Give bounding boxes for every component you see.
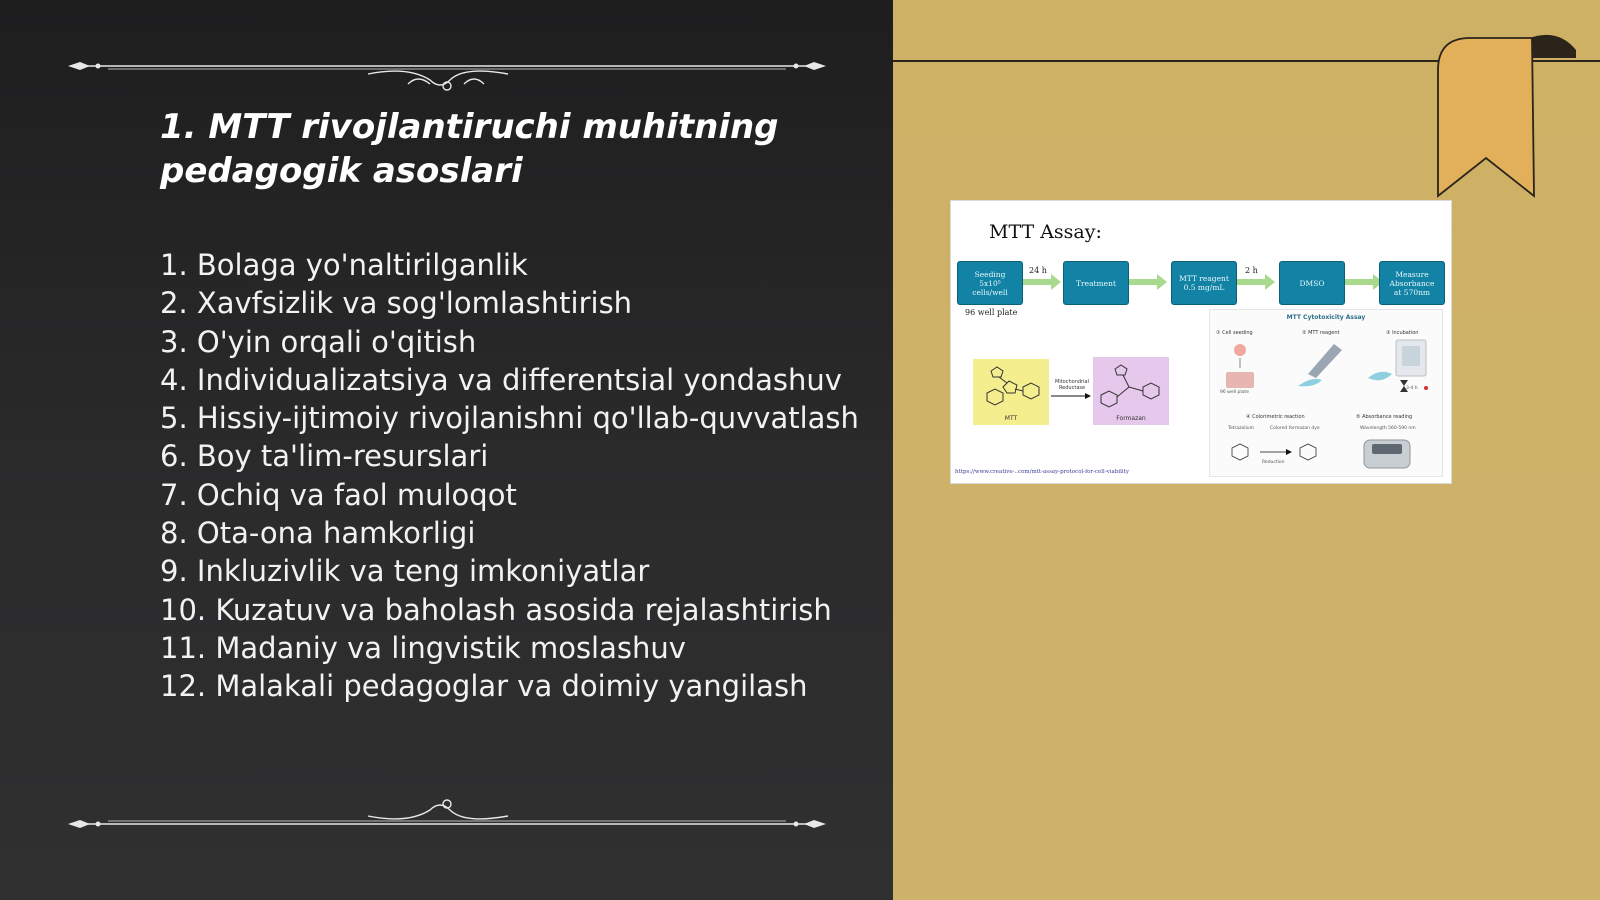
mtt-assay-figure bbox=[950, 200, 1452, 484]
mtt-molecule bbox=[973, 359, 1049, 425]
mtt-label: MTT bbox=[1004, 415, 1018, 422]
time-label: 24 h bbox=[1029, 266, 1047, 275]
list-item: 9. Inkluzivlik va teng imkoniyatlar bbox=[160, 554, 650, 589]
flow-step-seeding: Seeding 5x10⁵ cells/well bbox=[957, 261, 1023, 305]
panel-step-label: ⑤ Absorbance reading bbox=[1356, 414, 1413, 420]
panel-step-label: ③ Incubation bbox=[1386, 330, 1419, 336]
list-item: 1. Bolaga yo'naltirilganlik bbox=[160, 248, 528, 282]
plate-reader-icon bbox=[1360, 434, 1416, 472]
molecule-icon bbox=[973, 359, 1049, 415]
slide-title: 1. MTT rivojlantiruchi muhitning pedagogik asoslari bbox=[160, 107, 779, 191]
principles-list bbox=[160, 246, 860, 706]
panel-sublabel: Reduction bbox=[1262, 460, 1285, 465]
panel-sublabel: 96 well plate bbox=[1220, 390, 1249, 395]
flow-step-treatment: Treatment bbox=[1063, 261, 1129, 305]
panel-step-label: ④ Colorimetric reaction bbox=[1246, 414, 1305, 420]
panel-step-label: ① Cell seeding bbox=[1216, 330, 1253, 336]
panel-sublabel: Tetrazolium bbox=[1228, 426, 1254, 431]
cell-seeding-icon bbox=[1220, 342, 1260, 390]
list-item: 4. Individualizatsiya va differentsial yondashuv bbox=[160, 362, 842, 397]
arrow-right-icon bbox=[1129, 274, 1167, 290]
time-label: 2 h bbox=[1245, 266, 1258, 275]
bookmark-ribbon bbox=[1430, 30, 1590, 200]
ornament-bottom bbox=[68, 790, 826, 840]
flow-step-dmso: DMSO bbox=[1279, 261, 1345, 305]
molecule-icon bbox=[1093, 357, 1169, 415]
list-item: 8. Ota-ona hamkorligi bbox=[160, 516, 476, 551]
panel-sublabel: 3-4 h bbox=[1406, 386, 1418, 391]
cytotoxicity-panel bbox=[1209, 309, 1443, 477]
list-item: 12. Malakali pedagoglar va doimiy yangilash bbox=[160, 669, 808, 704]
ornament-top bbox=[68, 44, 826, 94]
formazan-label: Formazan bbox=[1116, 415, 1146, 422]
list-item: 3. O'yin orqali o'qitish bbox=[160, 324, 477, 359]
list-item: 2. Xavfsizlik va sog'lomlashtirish bbox=[160, 286, 633, 321]
arrow-right-icon bbox=[1345, 274, 1383, 290]
list-item: 6. Boy ta'lim-resurslari bbox=[160, 439, 489, 474]
source-url: https://www.creative-..com/mtt-assay-protocol-for-cell-viability bbox=[955, 469, 1129, 475]
list-item: 5. Hissiy-ijtimoiy rivojlanishni qo'llab-quvvatlash bbox=[160, 401, 859, 436]
panel-sublabel: Wavelength 560-590 nm bbox=[1360, 426, 1416, 431]
list-item: 7. Ochiq va faol muloqot bbox=[160, 477, 517, 512]
arrow-right-icon bbox=[1237, 274, 1275, 290]
arrow-right-icon bbox=[1051, 393, 1091, 399]
panel-step-label: ② MTT reagent bbox=[1302, 330, 1340, 336]
arrow-right-icon bbox=[1023, 274, 1061, 290]
list-item: 11. Madaniy va lingvistik moslashuv bbox=[160, 630, 686, 665]
flow-step-mtt-reagent: MTT reagent 0.5 mg/mL bbox=[1171, 261, 1237, 305]
plate-label: 96 well plate bbox=[965, 308, 1018, 317]
incubator-icon bbox=[1366, 338, 1432, 392]
reaction-label: Mitochondrial Reductase bbox=[1055, 379, 1089, 391]
figure-title: MTT Assay: bbox=[989, 221, 1102, 243]
pipette-icon bbox=[1294, 340, 1350, 390]
panel-title: MTT Cytotoxicity Assay bbox=[1286, 314, 1366, 321]
panel-sublabel: Colored formazan dye bbox=[1270, 426, 1320, 431]
flow-step-measure: Measure Absorbance at 570nm bbox=[1379, 261, 1445, 305]
list-item: 10. Kuzatuv va baholash asosida rejalashtirish bbox=[160, 592, 832, 627]
formazan-molecule bbox=[1093, 357, 1169, 425]
